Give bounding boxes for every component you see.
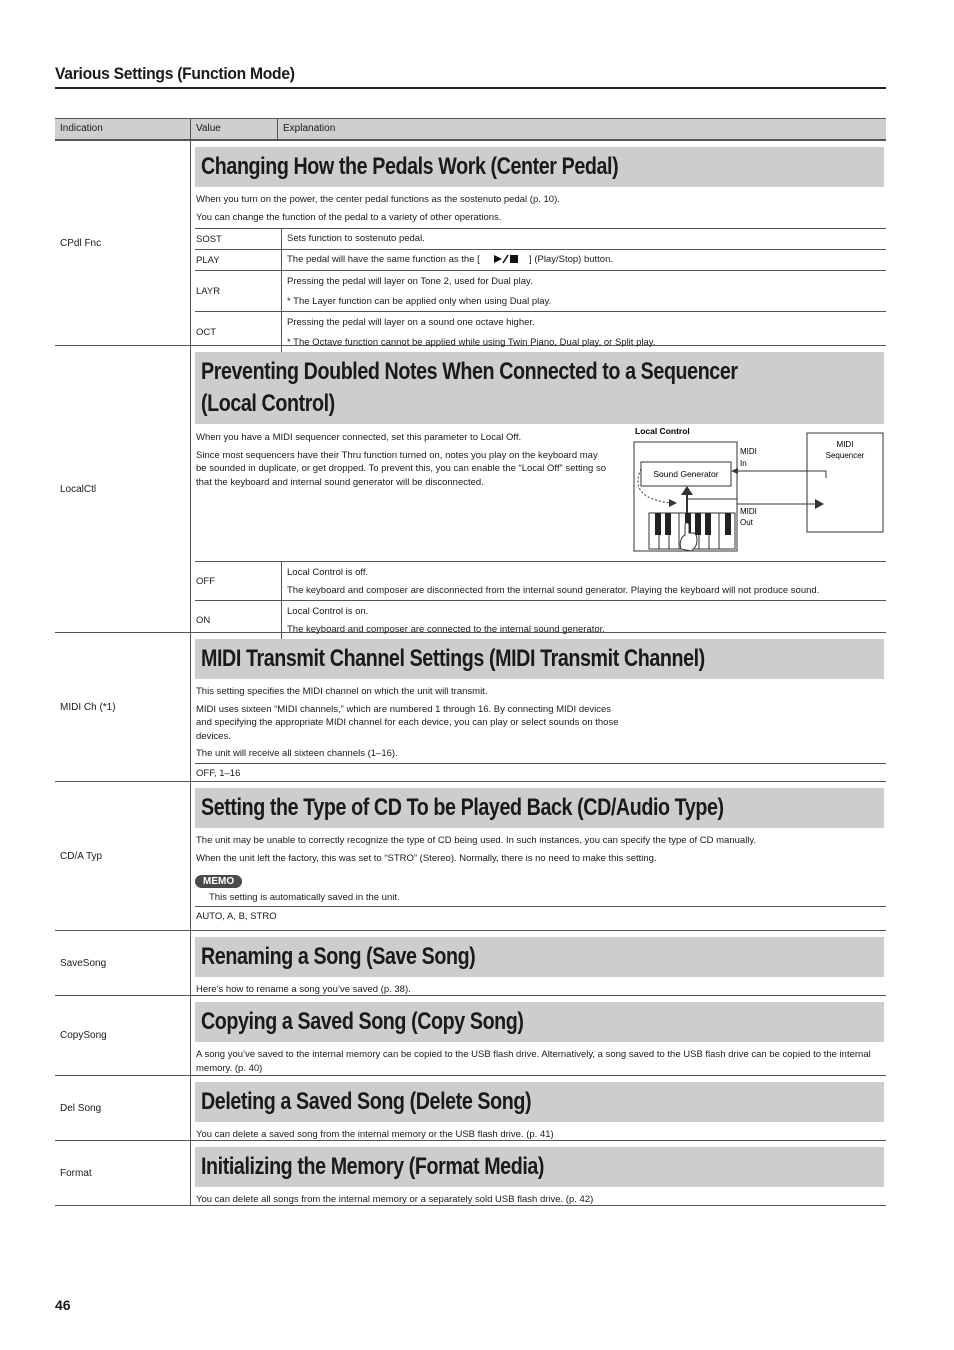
topic-title: Renaming a Song (Save Song) — [201, 943, 476, 970]
paragraph: Here’s how to rename a song you’ve saved (p. 38). — [196, 984, 411, 995]
topic-title: Initializing the Memory (Format Media) — [201, 1153, 545, 1180]
explanation-cell — [191, 1141, 886, 1205]
value-table — [195, 561, 886, 639]
header-indication: Indication — [55, 119, 191, 139]
topic-title-band — [195, 788, 884, 828]
explanation-cell — [191, 1076, 886, 1140]
paragraph: You can delete a saved song from the internal memory or the USB flash drive. (p. 41) — [196, 1129, 554, 1140]
label-midi-in-2: In — [740, 459, 747, 468]
topic-title: Setting the Type of CD To be Played Back (CD/Audio Type) — [201, 794, 724, 821]
value-line: Local Control is off. — [287, 567, 369, 578]
indication-cell: Format — [55, 1141, 191, 1205]
indication-cell: CopySong — [55, 996, 191, 1075]
memo-text: This setting is automatically saved in the unit. — [209, 892, 400, 903]
value-line: The keyboard and composer are connected to the internal sound generator. — [287, 624, 605, 635]
table-row — [55, 632, 886, 781]
topic-title-band — [195, 1147, 884, 1187]
header-explanation: Explanation — [283, 123, 336, 134]
topic-title-line-2: (Local Control) — [201, 390, 335, 417]
value-explanation — [282, 271, 886, 311]
topic-title-line-1: Preventing Doubled Notes When Connected to a Sequencer — [201, 358, 738, 385]
value-cell: OFF — [195, 562, 282, 600]
value-line: Local Control is on. — [287, 606, 369, 617]
value-row — [195, 270, 886, 311]
value-explanation — [282, 229, 886, 249]
table-row — [55, 1075, 886, 1140]
topic-title-band — [195, 1082, 884, 1122]
header-value: Value — [191, 119, 278, 139]
value-row — [195, 228, 886, 249]
explanation-cell — [191, 633, 886, 781]
settings-table — [55, 118, 886, 1206]
value-row — [195, 561, 886, 600]
table-header — [55, 118, 886, 140]
play-stop-icon — [484, 254, 524, 264]
local-control-text — [195, 424, 607, 553]
paragraph: You can delete all songs from the internal memory or a separately sold USB flash drive. (p. 42) — [196, 1194, 594, 1205]
table-row — [55, 995, 886, 1075]
topic-title-band — [195, 937, 884, 977]
topic-title: Copying a Saved Song (Copy Song) — [201, 1008, 524, 1035]
topic-title: Changing How the Pedals Work (Center Pedal) — [201, 153, 619, 180]
topic-title: MIDI Transmit Channel Settings (MIDI Transmit Channel) — [201, 645, 705, 672]
value-row — [195, 249, 886, 270]
paragraph: You can change the function of the pedal to a variety of other operations. — [196, 211, 502, 223]
explanation-cell — [191, 931, 886, 995]
paragraph: MIDI uses sixteen “MIDI channels,” which are numbered 1 through 16. By connecting MIDI devices and specifying the appropriate MIDI channel for each device, you can play or select sounds on those devices. — [196, 703, 619, 742]
indication-cell: LocalCtl — [55, 346, 191, 632]
table-row — [55, 1140, 886, 1205]
table-row — [55, 140, 886, 348]
value-range: AUTO, A, B, STRO — [195, 906, 886, 926]
value-cell: PLAY — [195, 250, 282, 270]
value-line: The pedal will have the same function as the [ — [287, 254, 480, 265]
value-line: Pressing the pedal will layer on a sound one octave higher. — [287, 317, 535, 328]
value-explanation — [282, 250, 886, 270]
label-sequencer-2: Sequencer — [825, 451, 865, 460]
value-line: ] (Play/Stop) button. — [529, 254, 614, 265]
label-sequencer-1: MIDI — [836, 440, 854, 449]
label-midi-out-1: MIDI — [740, 507, 757, 516]
value-note: * The Octave function cannot be applied while using Twin Piano, Dual play, or Split play. — [287, 337, 656, 348]
table-row — [55, 345, 886, 635]
paragraph: The unit will receive all sixteen channels (1–16). — [196, 748, 398, 759]
value-line: The keyboard and composer are disconnected from the internal sound generator. Playing the keyboard will not produce sound. — [287, 585, 820, 596]
label-midi-out-2: Out — [740, 518, 753, 527]
local-control-diagram — [631, 425, 885, 553]
label-local-control: Local Control — [635, 426, 690, 436]
value-line: Sets function to sostenuto pedal. — [287, 233, 425, 244]
page-number: 46 — [55, 1297, 71, 1313]
section-heading — [55, 64, 886, 89]
explanation-cell — [191, 996, 886, 1075]
topic-title-band — [195, 639, 884, 679]
section-title: Various Settings (Function Mode) — [55, 64, 295, 83]
topic-title-band — [195, 1002, 884, 1042]
explanation-cell — [191, 346, 886, 635]
paragraph: When you have a MIDI sequencer connected, set this parameter to Local Off. — [196, 432, 522, 443]
value-cell: SOST — [195, 229, 282, 249]
value-line: Pressing the pedal will layer on Tone 2, used for Dual play. — [287, 276, 533, 287]
indication-cell: CPdl Fnc — [55, 141, 191, 345]
value-table — [195, 228, 886, 352]
value-cell: ON — [195, 601, 282, 639]
indication-cell: CD/A Typ — [55, 782, 191, 930]
paragraph: A song you’ve saved to the internal memory can be copied to the USB flash drive. Alternatively, a song saved to the USB flash drive can be copied to the internal memory. (p. 40) — [196, 1049, 871, 1074]
paragraph: This setting specifies the MIDI channel on which the unit will transmit. — [196, 686, 488, 697]
topic-title: Deleting a Saved Song (Delete Song) — [201, 1088, 532, 1115]
explanation-cell — [191, 141, 886, 348]
value-explanation — [282, 562, 886, 600]
memo-badge: MEMO — [195, 875, 242, 888]
paragraph: When you turn on the power, the center pedal functions as the sostenuto pedal (p. 10). — [196, 194, 560, 205]
paragraph: When the unit left the factory, this was set to “STRO” (Stereo). Normally, there is no need to make this setting. — [196, 852, 657, 864]
value-cell: LAYR — [195, 271, 282, 311]
value-note: * The Layer function can be applied only when using Dual play. — [287, 296, 552, 307]
table-row — [55, 930, 886, 995]
label-midi-in-1: MIDI — [740, 447, 757, 456]
indication-cell: Del Song — [55, 1076, 191, 1140]
topic-title-band — [195, 147, 884, 187]
explanation-cell — [191, 782, 886, 930]
table-row — [55, 781, 886, 930]
topic-title-band — [195, 352, 884, 424]
diagram-graphic — [631, 425, 885, 553]
value-range: OFF, 1–16 — [195, 763, 886, 783]
value-cell: OCT — [195, 312, 282, 352]
local-control-content — [195, 424, 886, 553]
indication-cell: SaveSong — [55, 931, 191, 995]
paragraph: Since most sequencers have their Thru function turned on, notes you play on the keyboard may be sounded in duplicate, or get dropped. To prevent this, you can enable the “Local Off” setting so that the keyboard and internal sound generator will be disconnected. — [196, 449, 607, 488]
label-sound-generator: Sound Generator — [653, 469, 719, 479]
indication-cell: MIDI Ch (*1) — [55, 633, 191, 781]
paragraph: The unit may be unable to correctly recognize the type of CD being used. In such instances, you can specify the type of CD manually. — [196, 835, 757, 846]
